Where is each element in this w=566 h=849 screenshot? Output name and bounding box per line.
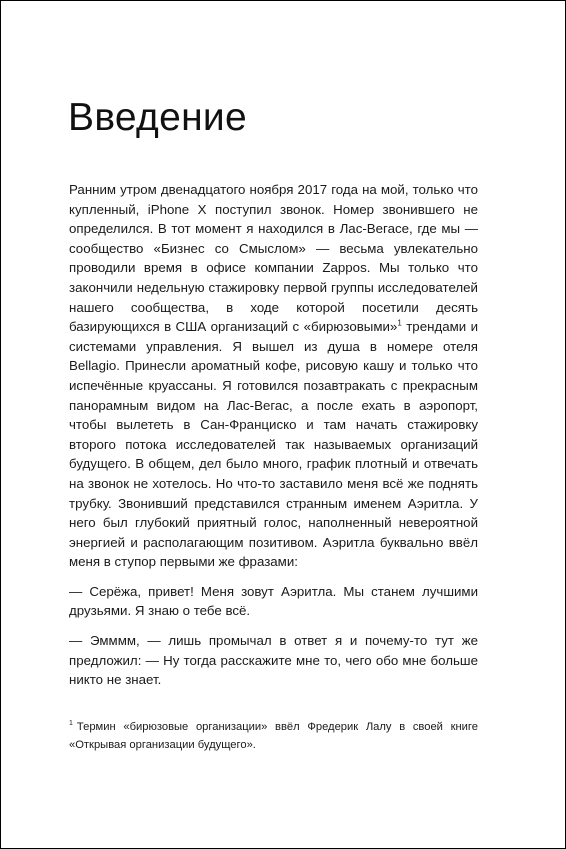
chapter-title: Введение (68, 96, 247, 139)
chapter-body (69, 180, 478, 690)
footnote-reference: 1 (397, 318, 402, 328)
paragraph-1 (69, 180, 478, 572)
paragraph-3: — Эмммм, — лишь промычал в ответ я и почему-то тут же предложил: — Ну тогда расскажите мне то, чего обо мне больше никто не знает. (69, 633, 478, 688)
paragraph-1-text: Ранним утром двенадцатого ноября 2017 года на мой, только что купленный, iPhone X поступил звонок. Номер звонившего не определился. В тот момент я находился в Лас-Вегасе, где мы — сообщество «Бизнес со Смыслом» — весьма увлекательно проводили время в офисе компании Zappos. Мы только что закончили недельную стажировку первой группы исследователей нашего сообщества, в ходе которой посетили десять базирующихся в США организаций с «бирюзовыми» (69, 182, 478, 335)
footnote-number: 1 (69, 720, 73, 728)
paragraph-1-text-continued: трендами и системами управления. Я вышел из душа в номере отеля Bellagio. Принесли ароматный кофе, рисовую кашу и только что испечённые круассаны. Я готовился позавтракать с прекрасным панорамным видом на Лас-Вегас, а после ехать в аэропорт, чтобы вылететь в Сан-Франциско и там начать стажировку второго потока исследователей так называемых организаций будущего. В общем, дел было много, график плотный и отвечать на звонок не хотелось. Но что-то заставило меня всё же поднять трубку. Звонивший представился странным именем Аэритла. У него был глубокий приятный голос, наполненный невероятной энергией и располагающим позитивом. Аэритла буквально ввёл меня в ступор первыми же фразами: (69, 319, 479, 570)
footnote-text: Термин «бирюзовые организации» ввёл Фредерик Лалу в своей книге «Открывая организации будущего». (69, 721, 478, 751)
paragraph-2: — Серёжа, привет! Меня зовут Аэритла. Мы станем лучшими друзьями. Я знаю о тебе всё. (69, 583, 478, 619)
footnote (69, 718, 478, 754)
